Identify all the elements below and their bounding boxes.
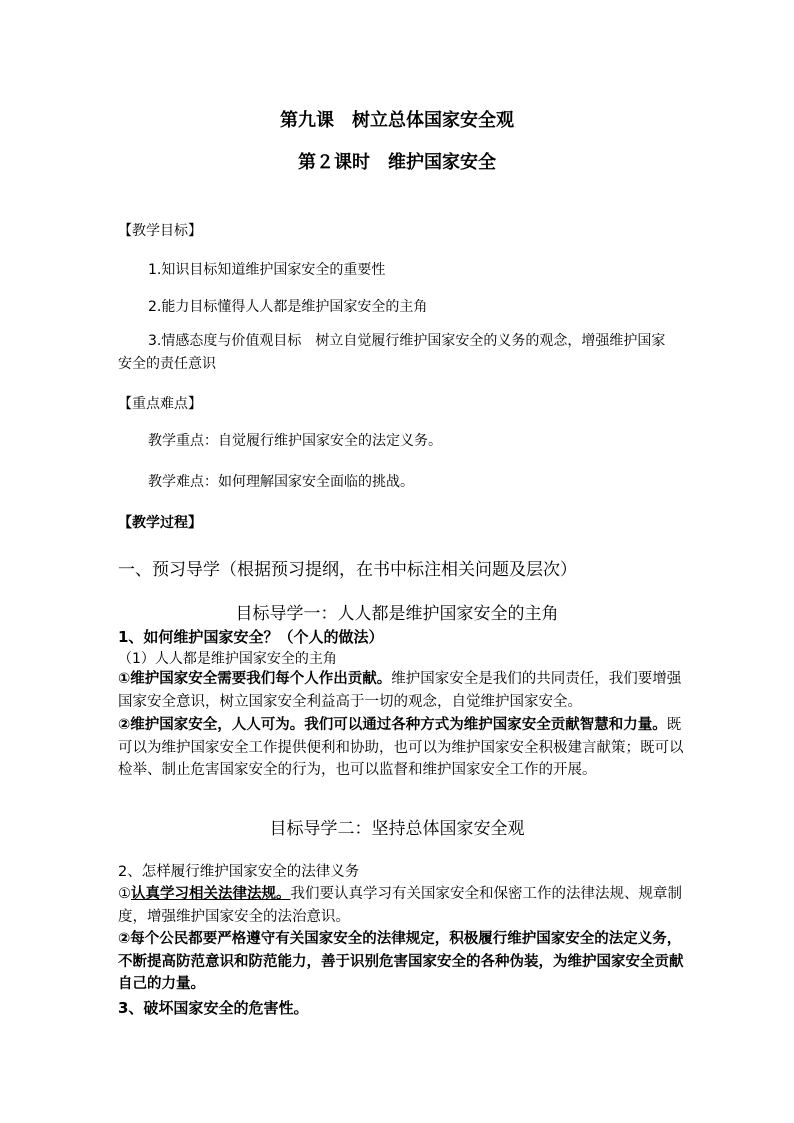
paragraph-3-lead: 认真学习相关法律法规。 (131, 886, 291, 902)
section-preview-guide: 一、预习导学（根据预习提纲，在书中标注相关问题及层次） (118, 560, 577, 580)
objectives-heading: 【教学目标】 (118, 223, 202, 239)
objective-item-1: 1.知识目标知道维护国家安全的重要性 (148, 262, 386, 278)
question-1: 1、如何维护国家安全？（个人的做法） (118, 628, 384, 646)
question-3: 3、破坏国家安全的危害性。 (118, 999, 309, 1017)
objective-item-3: 3.情感态度与价值观目标 树立自觉履行维护国家安全的义务的观念，增强维护国家安全的责任意识 (118, 333, 666, 372)
keypoints-heading: 【重点难点】 (118, 396, 202, 412)
key-difficulty: 教学难点：如何理解国家安全面临的挑战。 (148, 474, 414, 490)
lesson-title: 第九课 树立总体国家安全观 (280, 110, 514, 131)
question-1-sub: （1）人人都是维护国家安全的主角 (118, 651, 337, 667)
question-2: 2、怎样履行维护国家安全的法律义务 (118, 864, 360, 880)
paragraph-3 (118, 883, 693, 928)
paragraph-2-lead: ②维护国家安全，人人可为。我们可以通过各种方式为维护国家安全贡献智慧和力量。 (118, 717, 667, 733)
guide-1-title: 目标导学一：人人都是维护国家安全的主角 (235, 604, 559, 624)
guide-2-title: 目标导学二：坚持总体国家安全观 (269, 819, 525, 839)
paragraph-2-body: 既可以为维护国家安全工作提供便利和协助，也可以为维护国家安全积极建言献策；既可以检举、制止危害国家安全的行为，也可以监督和维护国家安全工作的开展。 (118, 717, 684, 779)
paragraph-1-body: 维护国家安全是我们的共同责任，我们要增强国家安全意识，树立国家安全利益高于一切的观念，自觉维护国家安全。 (118, 671, 682, 710)
paragraph-2 (118, 714, 693, 782)
objective-item-2: 2.能力目标懂得人人都是维护国家安全的主角 (148, 299, 428, 315)
paragraph-1 (118, 668, 693, 713)
key-focus: 教学重点：自觉履行维护国家安全的法定义务。 (148, 433, 442, 449)
paragraph-3-marker: ① (118, 886, 131, 902)
process-heading: 【教学过程】 (118, 515, 202, 531)
paragraph-4: ②每个公民都要严格遵守有关国家安全的法律规定，积极履行维护国家安全的法定义务，不断提高防范意识和防范能力，善于识别危害国家安全的各种伪装，为维护国家安全贡献自己的力量。 (118, 931, 684, 993)
paragraph-3-body: 我们要认真学习有关国家安全和保密工作的法律法规、规章制度，增强维护国家安全的法治意识。 (118, 886, 682, 925)
paragraph-1-lead: ①维护国家安全需要我们每个人作出贡献。 (118, 671, 392, 687)
lesson-subtitle: 第２课时 维护国家安全 (298, 152, 496, 173)
